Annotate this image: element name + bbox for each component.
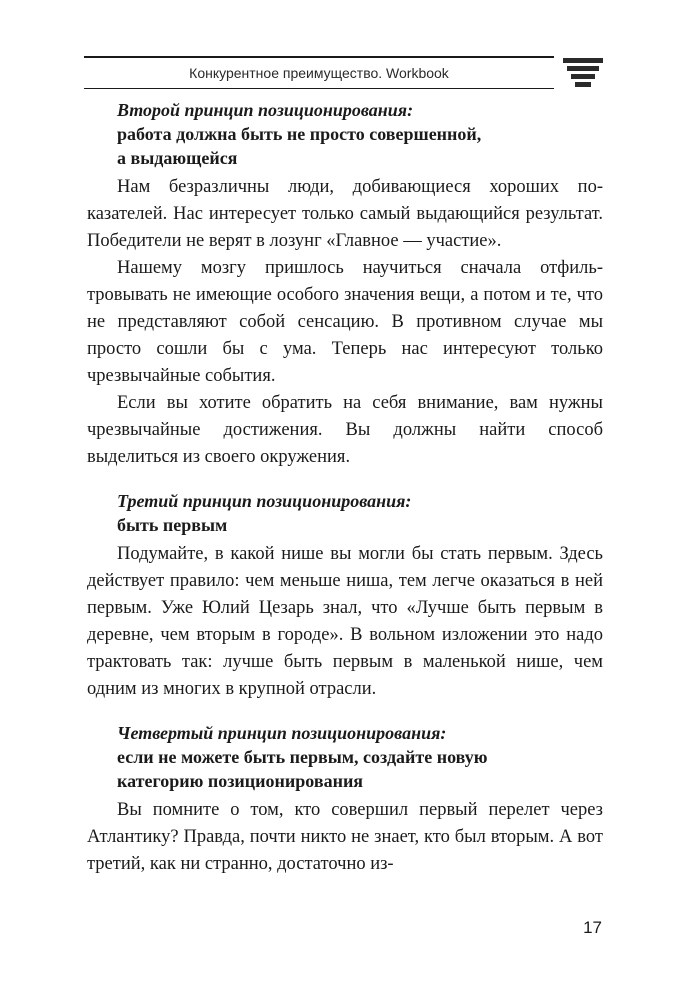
section-second-principle [87, 98, 603, 471]
section-title-line: категорию позиционирования [117, 771, 364, 791]
section-title-italic: Четвертый принцип позиционирования: [117, 723, 447, 743]
section-title-line: если не можете быть первым, создайте новую [117, 747, 488, 767]
section-heading [87, 489, 603, 537]
page-number: 17 [583, 918, 602, 937]
section-heading [87, 98, 603, 170]
running-title: Конкурентное преимущество. Workbook [189, 65, 449, 81]
section-fourth-principle [87, 721, 603, 878]
section-third-principle [87, 489, 603, 703]
stacked-bars-logo-icon [563, 56, 603, 88]
running-header [84, 56, 554, 89]
paragraph: Нашему мозгу пришлось научиться сначала отфильтровывать не имеющие особого значения вещи, а потом и те, что не представляют собой сенсацию. В противном случае мы просто сошли бы с ума. Теперь нас интересуют только чрезвычайные события. [87, 258, 603, 386]
section-title-line: а выдающейся [117, 148, 238, 168]
section-heading [87, 721, 603, 793]
paragraph: Если вы хотите обратить на себя внимание, вам нужны чрезвычайные достижения. Вы должны найти способ выделиться из своего окружения. [87, 393, 603, 467]
section-title-italic: Третий принцип позиционирования: [117, 491, 412, 511]
section-title-line: быть первым [117, 515, 228, 535]
paragraph: Нам безразличны люди, добивающиеся хороших показателей. Нас интересует только самый выдающийся результат. Победители не верят в лозунг «Главное — участие». [87, 177, 603, 251]
section-title-line: работа должна быть не просто совершенной, [117, 124, 482, 144]
page-content [87, 98, 603, 896]
paragraph: Подумайте, в какой нише вы могли бы стать первым. Здесь действует правило: чем меньше ниша, тем легче оказаться в ней первым. Уже Юлий Цезарь знал, что «Лучше быть первым в деревне, чем вторым в городе». В вольном изложении это надо трактовать так: лучше быть первым в маленькой нише, чем одним из многих в крупной отрасли. [87, 544, 603, 699]
section-title-italic: Второй принцип позиционирования: [117, 100, 414, 120]
paragraph: Вы помните о том, кто совершил первый перелет через Атлантику? Правда, почти никто не знает, кто был вторым. А вот третий, как ни странно, достаточно из- [87, 800, 603, 874]
